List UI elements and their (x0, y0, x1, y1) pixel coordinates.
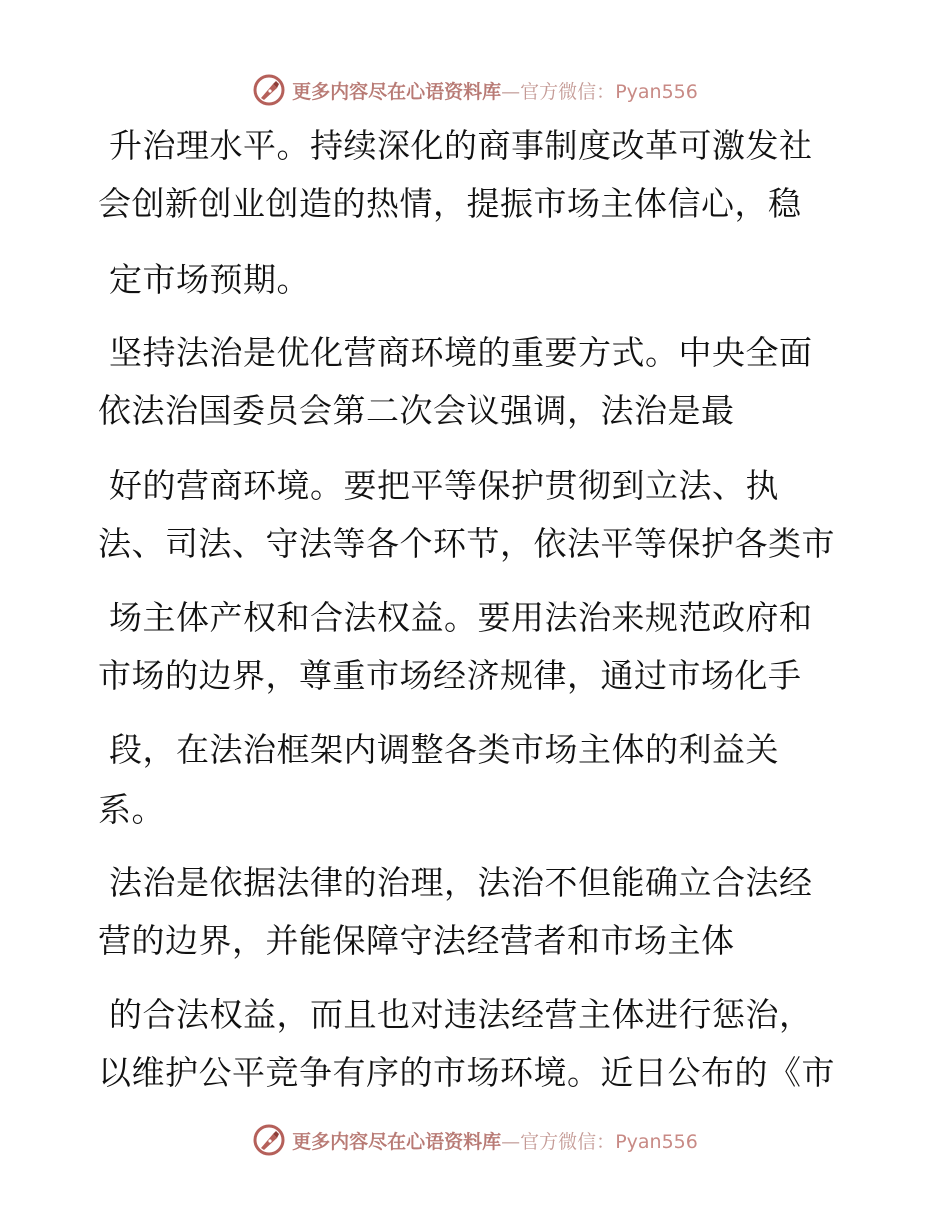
text-line: 市场的边界，尊重市场经济规律，通过市场化手 (98, 656, 802, 695)
footer-watermark (0, 1120, 950, 1160)
pen-nib-logo-icon (252, 1123, 286, 1157)
text-line: 的合法权益，而且也对违法经营主体进行惩治， (109, 995, 813, 1034)
watermark-wechat-label: 官方微信： (520, 80, 616, 103)
watermark-brand: 更多内容尽在心语资料库 (292, 1130, 502, 1153)
text-line: 法治是依据法律的治理，法治不但能确立合法经 (109, 863, 813, 902)
text-line: 坚持法治是优化营商环境的重要方式。中央全面 (109, 333, 813, 372)
watermark-separator: — (501, 80, 521, 103)
watermark-wechat-label: 官方微信： (520, 1130, 616, 1153)
watermark-text (292, 77, 698, 104)
text-line: 法、司法、守法等各个环节，依法平等保护各类市 (98, 524, 835, 563)
pen-nib-logo-icon (252, 73, 286, 107)
text-line: 依法治国委员会第二次会议强调，法治是最 (98, 391, 735, 430)
watermark-separator: — (501, 1130, 521, 1153)
watermark-wechat-id: Pyan556 (615, 80, 698, 103)
watermark-brand: 更多内容尽在心语资料库 (292, 80, 502, 103)
text-line: 会创新创业创造的热情，提振市场主体信心，稳 (98, 184, 802, 223)
text-line: 好的营商环境。要把平等保护贯彻到立法、执 (109, 466, 779, 505)
watermark-text (292, 1127, 698, 1154)
text-line: 系。 (98, 790, 165, 829)
text-line: 升治理水平。持续深化的商事制度改革可激发社 (109, 126, 813, 165)
text-line: 场主体产权和合法权益。要用法治来规范政府和 (109, 598, 813, 637)
text-line: 以维护公平竞争有序的市场环境。近日公布的《市 (98, 1053, 835, 1092)
text-line: 营的边界，并能保障守法经营者和市场主体 (98, 921, 735, 960)
watermark-wechat-id: Pyan556 (615, 1130, 698, 1153)
text-line: 定市场预期。 (109, 260, 310, 299)
text-line: 段，在法治框架内调整各类市场主体的利益关 (109, 730, 779, 769)
header-watermark (0, 70, 950, 110)
